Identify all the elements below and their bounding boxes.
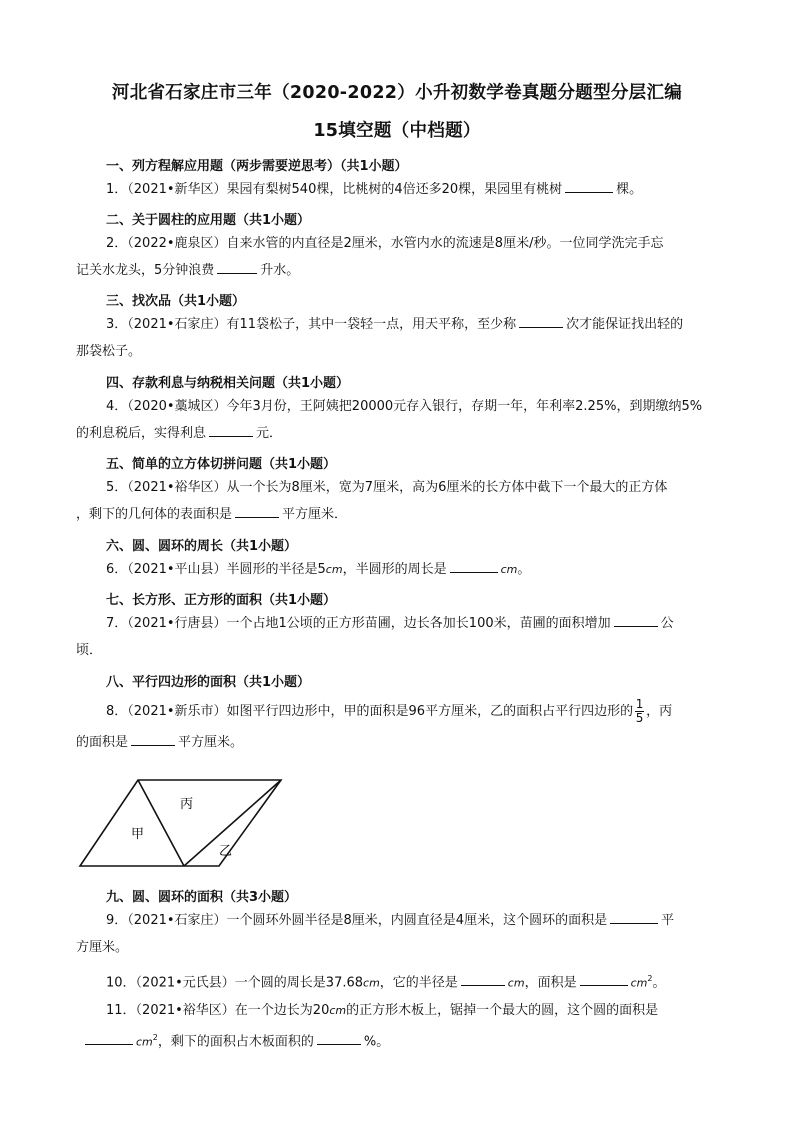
answer-blank — [610, 909, 658, 924]
answer-blank — [519, 313, 563, 328]
section-heading-9: 九、圆、圆环的面积（共3小题） — [106, 890, 298, 905]
question-9: 9．（2021•石家庄）一个圆环外圆半径是8厘米，内圆直径是4厘米，这个圆环的面积是 平 方厘米。 — [76, 907, 726, 961]
section-heading-5: 五、简单的立方体切拼问题（共1小题） — [106, 457, 337, 472]
divider-line-1 — [138, 780, 184, 866]
parallelogram-outline — [80, 780, 281, 866]
answer-blank — [565, 178, 613, 193]
label-jia: 甲 — [131, 827, 145, 842]
section-heading-6: 六、圆、圆环的周长（共1小题） — [106, 539, 298, 554]
question-11: 11．（2021•裕华区）在一个边长为20cm的正方形木板上，锯掉一个最大的圆，这个圆的面积是 $cm^2$，剩下的面积占木板面积的 %。 — [76, 997, 726, 1055]
question-7: 7．（2021•行唐县）一个占地1公顷的正方形苗圃，边长各加长100米，苗圃的面积增加 公 顷． — [76, 610, 726, 664]
question-3: 3．（2021•石家庄）有11袋松子，其中一袋轻一点，用天平称，至少称 次才能保证找出轻的 那袋松子。 — [76, 311, 726, 365]
page-subtitle: 15填空题（中档题） — [313, 121, 481, 141]
question-5: 5．（2021•裕华区）从一个长为8厘米，宽为7厘米，高为6厘米的长方体中截下一个最大的正方体 ，剩下的几何体的表面积是 平方厘米． — [76, 480, 668, 522]
page-title: 河北省石家庄市三年（2020-2022）小升初数学卷真题分题型分层汇编 — [111, 83, 683, 103]
answer-blank — [217, 259, 257, 274]
answer-blank — [461, 971, 505, 986]
answer-blank — [209, 422, 253, 437]
question-10: 10．（2021•元氏县）一个圆的周长是37.68cm，它的半径是 cm，面积是 $cm^2$。 — [76, 965, 726, 996]
answer-blank — [450, 558, 498, 573]
label-yi: 乙 — [219, 844, 233, 859]
parallelogram-figure — [76, 776, 286, 872]
answer-blank — [235, 503, 279, 518]
question-2: 2．（2022•鹿泉区）自来水管的内直径是2厘米，水管内水的流速是8厘米/秒。一位同学洗完手忘 记关水龙头，5分钟浪费 升水。 — [76, 236, 664, 278]
section-heading-7: 七、长方形、正方形的面积（共1小题） — [106, 593, 337, 608]
question-1: 1．（2021•新华区）果园有梨树540棵，比桃树的4倍还多20棵，果园里有桃树 棵。 — [76, 176, 726, 203]
answer-blank — [131, 731, 175, 746]
divider-line-2 — [184, 780, 281, 866]
label-bing: 丙 — [180, 797, 194, 812]
section-heading-3: 三、找次品（共1小题） — [106, 294, 246, 309]
question-4: 4．（2020•藁城区）今年3月份，王阿姨把20000元存入银行，存期一年，年利率2.25%，到期缴纳5% 的利息税后，实得利息 元． — [76, 399, 703, 441]
question-8: 8．（2021•新乐市）如图平行四边形中，甲的面积是96平方厘米，乙的面积占平行四边形的 $\frac{1}{5}$ ，丙 的面积是 平方厘米。 — [76, 697, 673, 750]
answer-blank — [580, 971, 628, 986]
question-6: 6．（2021•平山县）半圆形的半径是5cm，半圆形的周长是 cm。 — [76, 556, 726, 583]
answer-blank — [317, 1030, 361, 1045]
section-heading-1: 一、列方程解应用题（两步需要逆思考）（共1小题） — [106, 159, 408, 174]
fraction: $\frac{1}{5}$ — [635, 697, 644, 725]
section-heading-8: 八、平行四边形的面积（共1小题） — [106, 675, 311, 690]
section-heading-2: 二、关于圆柱的应用题（共1小题） — [106, 213, 311, 228]
answer-blank — [614, 612, 658, 627]
section-heading-4: 四、存款利息与纳税相关问题（共1小题） — [106, 376, 350, 391]
answer-blank — [85, 1030, 133, 1045]
